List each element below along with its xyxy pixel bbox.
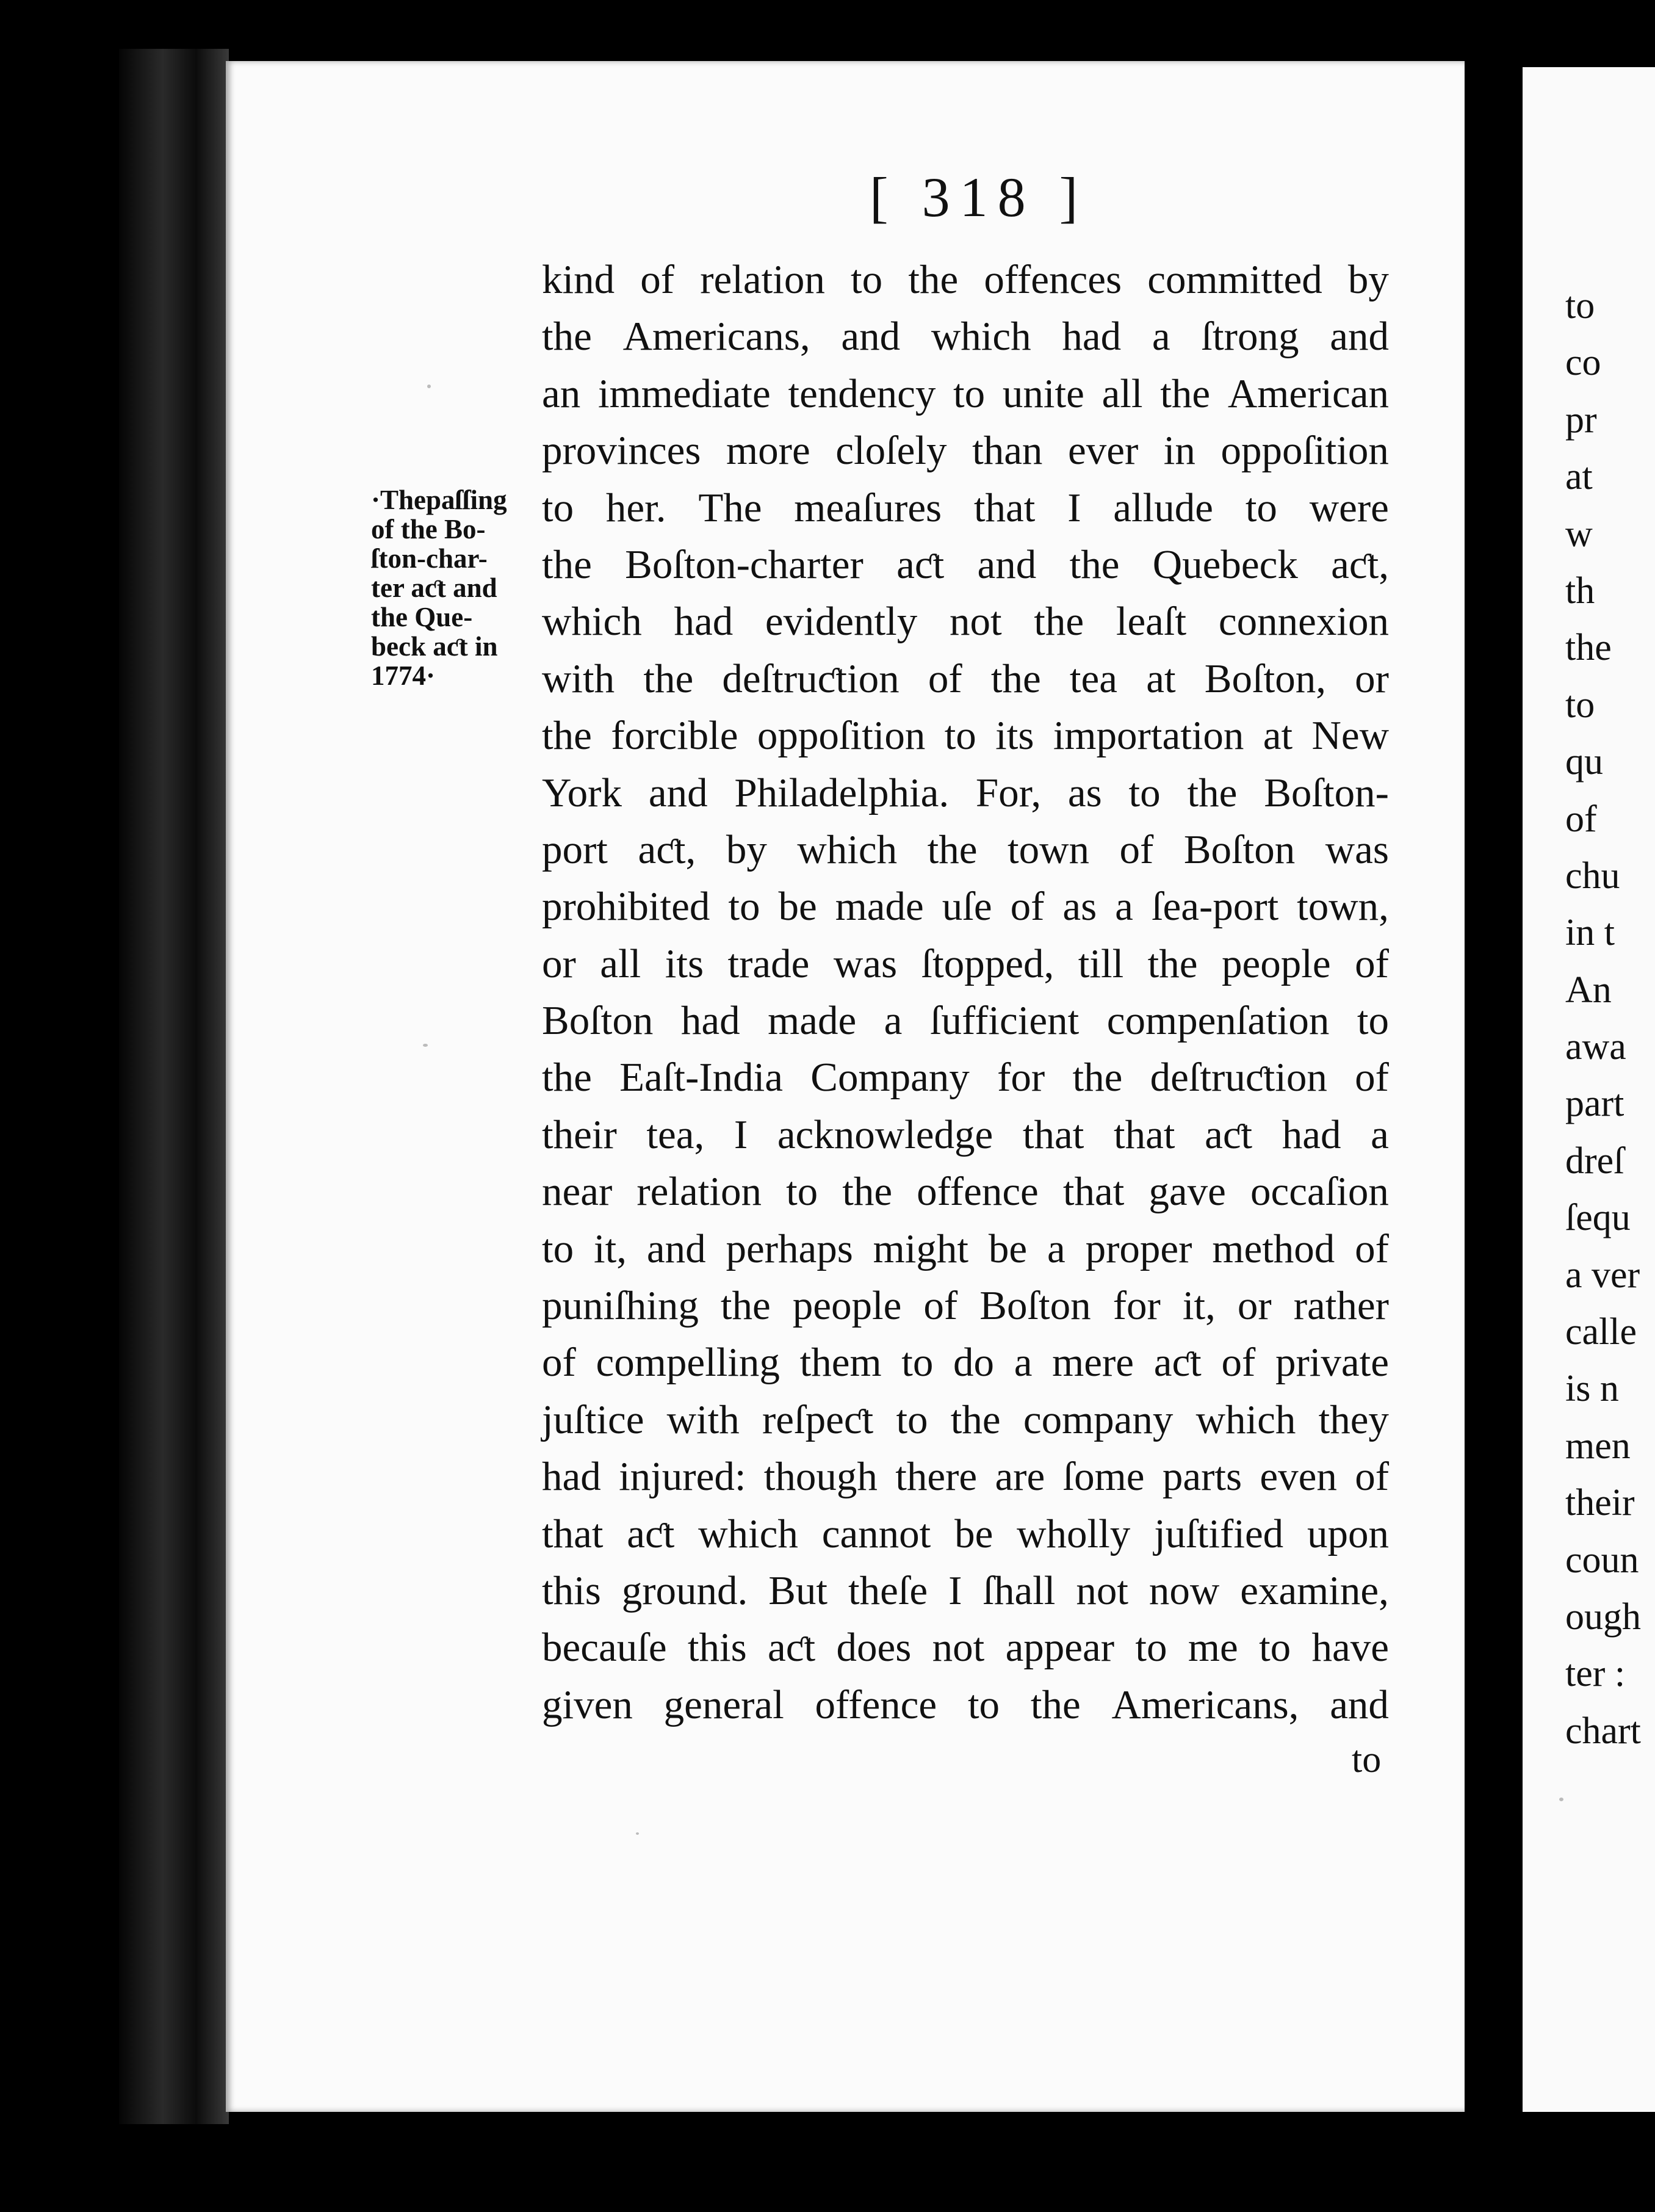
margin-note-line: ·Thepaſſing — [371, 485, 507, 515]
body-word: than — [972, 428, 1043, 474]
body-word: are — [995, 1454, 1045, 1500]
body-word: general — [663, 1682, 784, 1727]
body-word: the — [1069, 541, 1120, 587]
body-word: ſtrong — [1201, 314, 1299, 360]
body-word: the — [1072, 1055, 1123, 1101]
body-word: of — [1355, 1226, 1389, 1271]
body-word: be — [778, 884, 817, 930]
body-word: with — [542, 656, 615, 701]
body-word: of — [640, 257, 675, 302]
body-word: had — [680, 998, 740, 1044]
body-line — [542, 1506, 1389, 1563]
body-word: that — [1062, 1169, 1125, 1215]
body-word: were — [1309, 485, 1389, 530]
body-word: made — [768, 998, 857, 1044]
body-word: the — [990, 656, 1041, 701]
body-word: town — [1007, 826, 1089, 872]
body-word: and — [977, 541, 1037, 587]
body-word: I — [948, 1567, 962, 1613]
body-word: not — [949, 599, 1002, 645]
body-line — [542, 1448, 1389, 1505]
body-word: importation — [1053, 713, 1244, 759]
body-word: had — [674, 599, 734, 645]
body-word: The — [698, 485, 762, 530]
body-word: juſtified — [1154, 1511, 1284, 1556]
body-word: Americans, — [1111, 1682, 1299, 1727]
body-line — [542, 1107, 1389, 1163]
body-word: ſufficient — [929, 998, 1080, 1044]
body-word: have — [1311, 1625, 1389, 1671]
body-word: all — [600, 941, 641, 986]
body-word: be — [954, 1511, 993, 1556]
body-line — [542, 422, 1389, 479]
next-page-fragment: An — [1565, 969, 1612, 1011]
body-line — [542, 1392, 1389, 1448]
body-word: offences — [984, 257, 1122, 302]
body-word: to — [542, 1226, 574, 1271]
body-word: Quebeck — [1152, 541, 1298, 587]
next-page-fragment: chu — [1565, 855, 1620, 897]
body-word: meaſures — [794, 485, 942, 530]
body-word: aƈt — [768, 1625, 816, 1671]
body-word: though — [763, 1454, 878, 1500]
body-word: to — [1128, 770, 1161, 815]
body-word: a — [1115, 884, 1133, 930]
body-word: as — [1062, 884, 1097, 930]
next-page-fragment: ſequ — [1565, 1197, 1631, 1239]
next-page-fragment: to — [1565, 684, 1595, 726]
body-word: the — [908, 257, 959, 302]
body-word: the — [643, 656, 694, 701]
body-word: Company — [810, 1055, 970, 1101]
body-word: do — [953, 1340, 995, 1386]
body-word: of — [1355, 1454, 1389, 1500]
body-word: be — [988, 1226, 1028, 1271]
body-word: allude — [1113, 485, 1214, 530]
body-word: to — [1135, 1625, 1167, 1671]
body-word: more — [726, 428, 810, 474]
next-page-fragment: pr — [1565, 399, 1597, 441]
body-word: was — [1325, 826, 1389, 872]
body-word: becauſe — [542, 1625, 667, 1671]
next-page-fragment: of — [1565, 798, 1597, 840]
body-line — [542, 707, 1389, 764]
body-word: had — [1282, 1111, 1341, 1157]
body-word: ever — [1067, 428, 1139, 474]
next-page-fragment: ter : — [1565, 1653, 1626, 1695]
body-word: a — [1152, 314, 1170, 360]
body-word: Americans, — [622, 314, 810, 360]
body-word: Philadelphia. — [734, 770, 950, 815]
body-word: relation — [700, 257, 825, 302]
body-word: a — [1371, 1111, 1389, 1157]
body-word: of — [1119, 826, 1154, 872]
next-page-fragment: is n — [1565, 1368, 1619, 1410]
body-word: its — [995, 713, 1034, 759]
body-word: given — [542, 1682, 633, 1727]
body-word: proper — [1085, 1226, 1192, 1271]
body-word: or — [1355, 656, 1389, 701]
body-word: of — [1221, 1340, 1256, 1386]
body-word: to — [1259, 1625, 1291, 1671]
next-page-fragment: ough — [1565, 1596, 1641, 1638]
body-word: near — [542, 1169, 613, 1215]
body-line — [542, 1677, 1389, 1733]
next-page-fragment: a ver — [1565, 1254, 1640, 1296]
body-word: ſtopped, — [921, 941, 1055, 986]
body-word: rather — [1293, 1283, 1389, 1329]
margin-note-line: ter aƈt and — [371, 573, 497, 603]
body-word: leaſt — [1116, 599, 1187, 645]
body-word: compelling — [596, 1340, 780, 1386]
body-word: which — [797, 826, 898, 872]
next-page-fragment: qu — [1565, 741, 1603, 783]
body-word: upon — [1307, 1511, 1389, 1556]
body-word: that — [973, 485, 1036, 530]
body-word: now — [1148, 1567, 1220, 1613]
body-word: their — [542, 1111, 617, 1157]
body-word: which — [1195, 1397, 1296, 1442]
body-word: which — [542, 599, 642, 645]
body-word: to — [901, 1340, 934, 1386]
body-word: to — [786, 1169, 818, 1215]
body-word: as — [1067, 770, 1102, 815]
body-word: made — [835, 884, 924, 930]
body-word: method — [1212, 1226, 1335, 1271]
body-word: them — [799, 1340, 882, 1386]
body-word: even — [1260, 1454, 1337, 1500]
body-word: her. — [605, 485, 666, 530]
margin-note-line: beck aƈt in — [371, 631, 498, 662]
body-word: this — [687, 1625, 747, 1671]
body-word: me — [1188, 1625, 1238, 1671]
body-line — [542, 936, 1389, 992]
body-word: to — [1245, 485, 1277, 530]
body-word: the — [1034, 599, 1084, 645]
body-word: Boſton-charter — [625, 541, 864, 587]
body-word: till — [1078, 941, 1124, 986]
body-line — [542, 878, 1389, 935]
body-line — [542, 1163, 1389, 1220]
margin-note-line: the Que- — [371, 602, 473, 632]
body-word: trade — [727, 941, 810, 986]
body-word: prohibited — [542, 884, 710, 930]
body-word: forcible — [611, 713, 738, 759]
body-word: at — [1263, 713, 1293, 759]
body-word: and — [646, 1226, 706, 1271]
body-word: not — [1076, 1567, 1128, 1613]
body-word: there — [895, 1454, 978, 1500]
body-line — [542, 992, 1389, 1049]
body-word: ſome — [1062, 1454, 1145, 1500]
next-page-fragment: co — [1565, 342, 1601, 384]
body-word: to — [542, 485, 574, 530]
next-page-fragment: their — [1565, 1482, 1635, 1524]
margin-note-line: ſton-char- — [371, 543, 488, 574]
body-word: oppoſition — [757, 713, 926, 759]
body-word: of — [1010, 884, 1045, 930]
body-word: the — [1160, 370, 1211, 416]
margin-note — [371, 485, 530, 690]
body-word: that — [542, 1511, 604, 1556]
body-word: the — [950, 1397, 1001, 1442]
body-text — [542, 251, 1389, 1733]
body-line — [542, 1278, 1389, 1334]
next-page-fragments — [1565, 278, 1641, 1760]
body-word: which — [698, 1511, 798, 1556]
body-word: gave — [1148, 1169, 1226, 1215]
next-page-fragment: to — [1565, 285, 1595, 327]
body-word: tea, — [646, 1111, 705, 1157]
body-word: wholly — [1017, 1511, 1131, 1556]
next-page-fragment: at — [1565, 456, 1593, 498]
body-word: and — [1330, 314, 1389, 360]
body-word: its — [665, 941, 704, 986]
body-line — [542, 308, 1389, 365]
body-word: had — [1062, 314, 1122, 360]
catchword: to — [1352, 1739, 1382, 1780]
body-word: port — [542, 826, 608, 872]
body-word: that — [1022, 1111, 1084, 1157]
next-page-fragment: part — [1565, 1083, 1624, 1125]
body-line — [542, 593, 1389, 650]
body-word: of — [1355, 1055, 1389, 1101]
body-word: a — [1014, 1340, 1033, 1386]
body-word: theſe — [848, 1567, 928, 1613]
body-word: not — [932, 1625, 985, 1671]
body-line — [542, 537, 1389, 593]
body-word: deſtruƈtion — [722, 656, 900, 701]
body-word: Boſton, — [1204, 656, 1326, 701]
body-word: kind — [542, 257, 615, 302]
body-line — [542, 822, 1389, 878]
body-word: ſea-port — [1151, 884, 1279, 930]
body-word: the — [1187, 770, 1238, 815]
body-word: perhaps — [726, 1226, 853, 1271]
body-word: of — [928, 656, 962, 701]
body-word: aƈt — [627, 1511, 675, 1556]
body-word: to — [728, 884, 760, 930]
body-word: to — [851, 257, 883, 302]
body-word: Eaſt-India — [619, 1055, 783, 1101]
body-word: to — [944, 713, 976, 759]
body-word: was — [833, 941, 898, 986]
next-page-fragment: awa — [1565, 1026, 1626, 1068]
body-word: that — [1113, 1111, 1175, 1157]
body-word: the — [1030, 1682, 1081, 1727]
body-word: relation — [636, 1169, 762, 1215]
body-word: committed — [1147, 257, 1322, 302]
body-word: acknowledge — [777, 1111, 993, 1157]
body-word: or — [1237, 1283, 1272, 1329]
body-word: provinces — [542, 428, 701, 474]
next-page-fragment: coun — [1565, 1539, 1639, 1581]
page-number: [ 318 ] — [870, 166, 1088, 228]
body-word: I — [734, 1111, 748, 1157]
body-word: York — [542, 770, 622, 815]
body-word: the — [842, 1169, 893, 1215]
body-word: might — [873, 1226, 969, 1271]
body-word: unite — [1002, 370, 1084, 416]
body-word: of — [1355, 941, 1389, 986]
body-line — [542, 1619, 1389, 1676]
body-word: aƈt — [1153, 1340, 1202, 1386]
margin-note-line: of the Bo- — [371, 514, 486, 544]
body-word: all — [1102, 370, 1143, 416]
body-word: which — [931, 314, 1031, 360]
body-word: does — [836, 1625, 912, 1671]
body-word: juſtice — [542, 1397, 644, 1442]
body-word: tea — [1069, 656, 1118, 701]
next-page-fragment: chart — [1565, 1710, 1641, 1752]
body-word: reſpeƈt — [762, 1397, 874, 1442]
body-word: offence — [917, 1169, 1039, 1215]
body-word: and — [841, 314, 901, 360]
body-word: at — [1146, 656, 1176, 701]
body-word: oppoſition — [1221, 428, 1389, 474]
body-word: aƈt — [1205, 1111, 1253, 1157]
body-word: private — [1275, 1340, 1389, 1386]
next-page-fragment: calle — [1565, 1311, 1637, 1353]
body-word: the — [542, 713, 592, 759]
body-word: Boſton — [979, 1283, 1091, 1329]
body-word: in — [1163, 428, 1195, 474]
body-word: it, — [593, 1226, 627, 1271]
body-line — [542, 480, 1389, 537]
body-word: aƈt, — [1331, 541, 1389, 587]
margin-note-line: 1774· — [371, 660, 436, 691]
body-word: aƈt — [896, 541, 945, 587]
body-word: Boſton- — [1264, 770, 1389, 815]
body-word: the — [720, 1283, 771, 1329]
body-word: town, — [1297, 884, 1389, 930]
body-line — [542, 1563, 1389, 1619]
body-word: cloſely — [835, 428, 947, 474]
body-word: of — [923, 1283, 958, 1329]
body-word: the — [1147, 941, 1198, 986]
body-word: evidently — [765, 599, 918, 645]
body-line — [542, 1334, 1389, 1391]
body-word: parts — [1162, 1454, 1242, 1500]
body-word: Boſton — [542, 998, 654, 1044]
body-word: a — [1047, 1226, 1065, 1271]
body-word: and — [1330, 1682, 1389, 1727]
body-line — [542, 366, 1389, 422]
body-word: or — [542, 941, 576, 986]
body-word: mere — [1052, 1340, 1134, 1386]
next-page-fragment: men — [1565, 1425, 1631, 1467]
next-page-fragment: dreſ — [1565, 1140, 1624, 1182]
body-word: appear — [1005, 1625, 1115, 1671]
body-word: a — [884, 998, 903, 1044]
body-word: connexion — [1218, 599, 1389, 645]
body-word: I — [1067, 485, 1081, 530]
body-word: New — [1311, 713, 1389, 759]
body-word: But — [768, 1567, 828, 1613]
body-word: occaſion — [1250, 1169, 1389, 1215]
body-word: ground. — [621, 1567, 748, 1613]
body-word: compenſation — [1106, 998, 1330, 1044]
body-word: they — [1318, 1397, 1389, 1442]
body-word: the — [542, 541, 592, 587]
next-page-fragment: in t — [1565, 912, 1615, 954]
body-word: it, — [1182, 1283, 1216, 1329]
body-word: and — [648, 770, 708, 815]
body-word: For, — [975, 770, 1042, 815]
body-word: to — [953, 370, 986, 416]
body-line — [542, 251, 1389, 308]
body-word: tendency — [788, 370, 936, 416]
body-word: an — [542, 370, 581, 416]
body-word: the — [542, 1055, 592, 1101]
body-word: to — [1357, 998, 1389, 1044]
body-word: Boſton — [1183, 826, 1296, 872]
body-word: to — [967, 1682, 1000, 1727]
body-line — [542, 651, 1389, 707]
body-word: company — [1023, 1397, 1174, 1442]
body-word: the — [927, 826, 978, 872]
body-word: by — [1347, 257, 1389, 302]
body-word: for — [1112, 1283, 1161, 1329]
body-word: American — [1227, 370, 1389, 416]
book-binding — [119, 49, 229, 2124]
body-word: people — [792, 1283, 902, 1329]
body-word: immediate — [597, 370, 771, 416]
body-word: deſtruƈtion — [1150, 1055, 1327, 1101]
next-page-fragment: th — [1565, 569, 1595, 612]
body-line — [542, 1049, 1389, 1106]
next-page-fragment: w — [1565, 513, 1593, 555]
body-word: examine, — [1240, 1567, 1389, 1613]
body-word: the — [542, 314, 592, 360]
body-word: had — [542, 1454, 601, 1500]
body-word: uſe — [942, 884, 992, 930]
body-word: aƈt, — [638, 826, 696, 872]
body-word: injured: — [619, 1454, 746, 1500]
next-page-fragment: the — [1565, 627, 1612, 669]
body-word: of — [542, 1340, 576, 1386]
body-word: by — [726, 826, 767, 872]
body-word: ſhall — [983, 1567, 1056, 1613]
body-line — [542, 765, 1389, 822]
body-word: people — [1222, 941, 1331, 986]
body-word: to — [896, 1397, 928, 1442]
body-line — [542, 1221, 1389, 1278]
body-word: for — [997, 1055, 1045, 1101]
body-word: with — [666, 1397, 740, 1442]
body-word: cannot — [821, 1511, 931, 1556]
body-word: this — [542, 1567, 601, 1613]
body-word: puniſhing — [542, 1283, 699, 1329]
body-word: offence — [815, 1682, 937, 1727]
